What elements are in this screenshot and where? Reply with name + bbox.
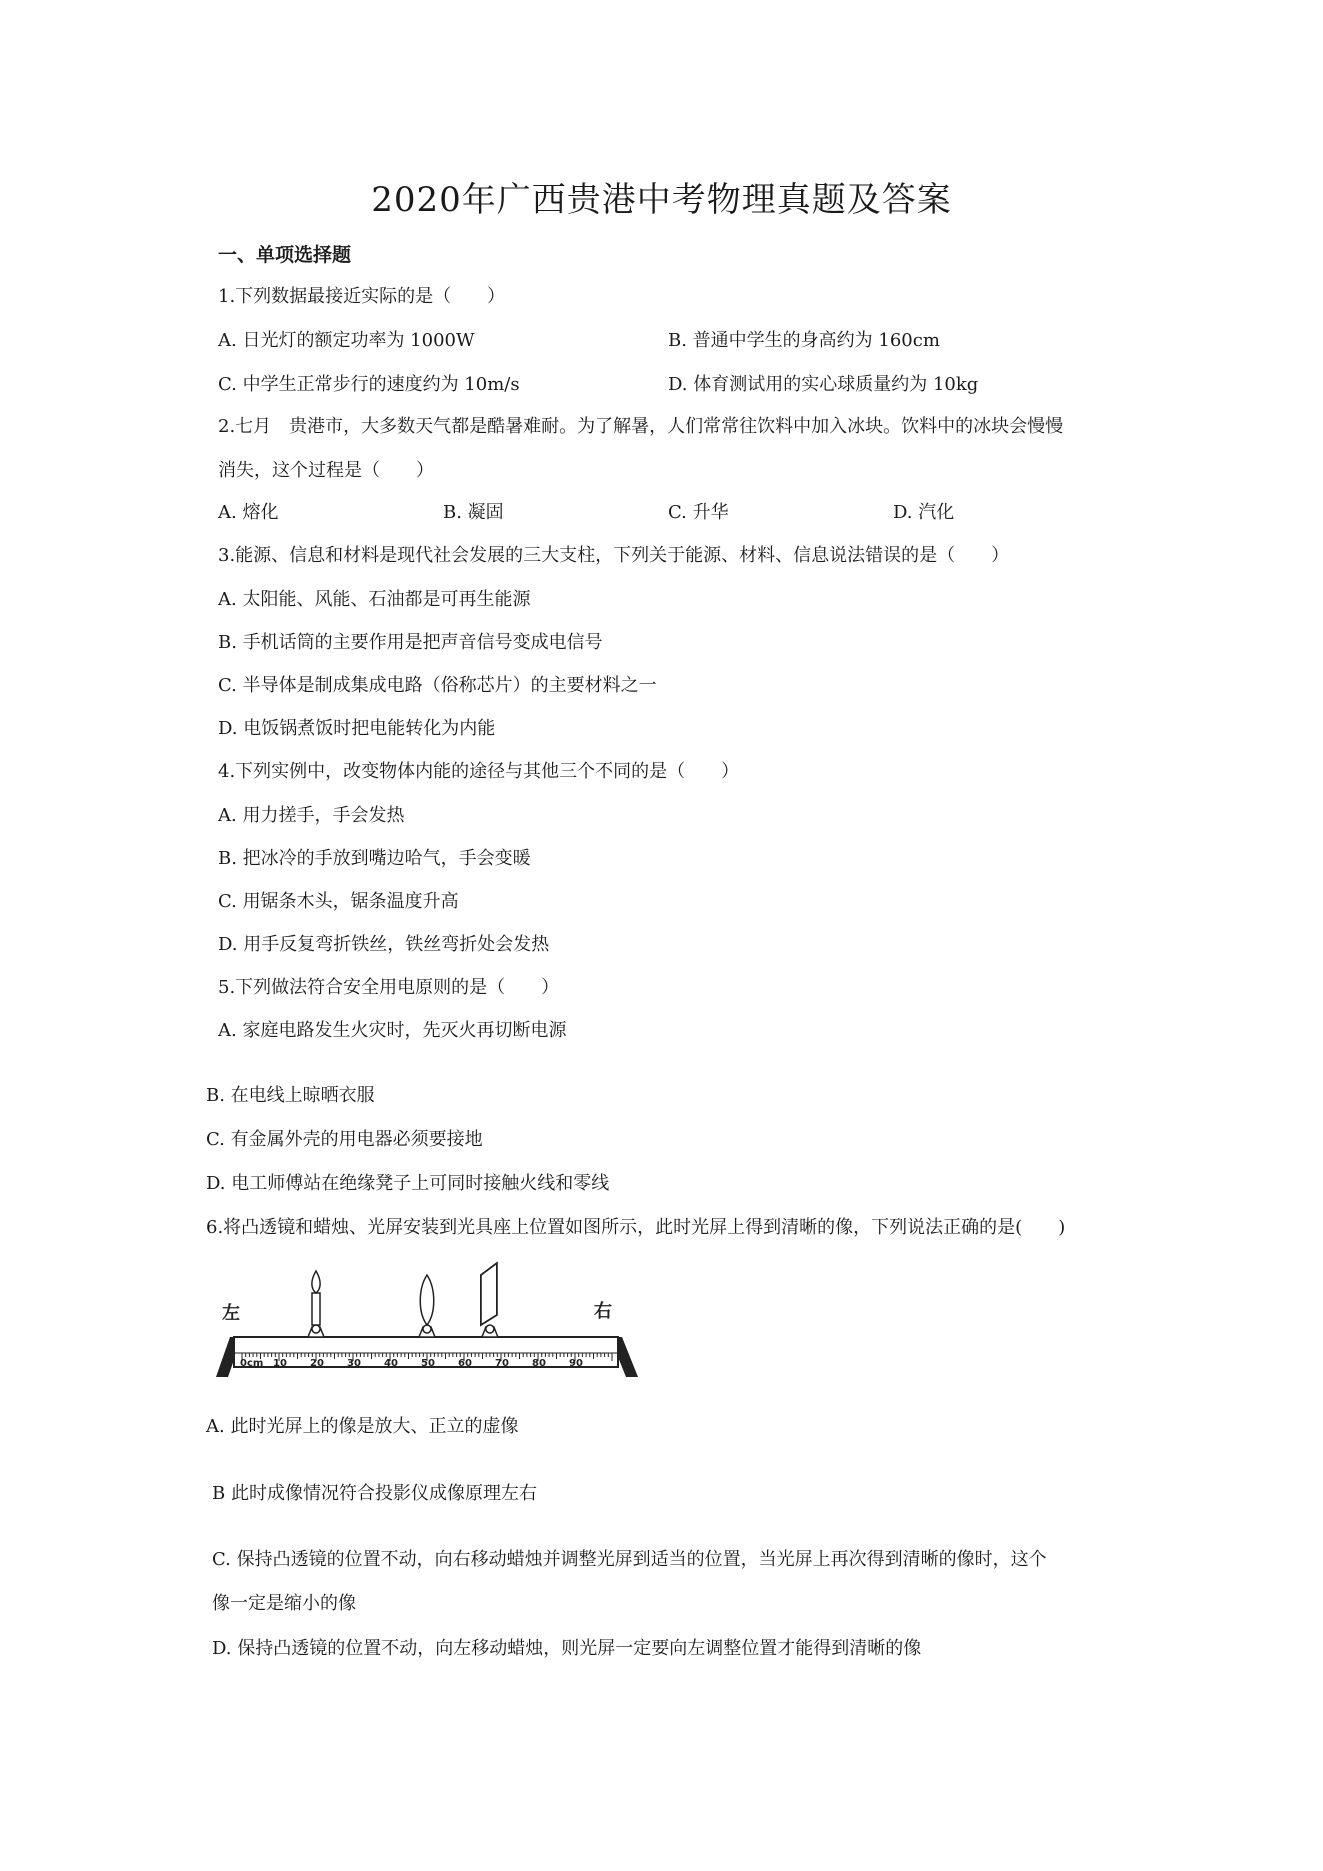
question-2-option-d: D. 汽化 [893, 502, 955, 523]
question-5-stem: 5.下列做法符合安全用电原则的是（ ） [218, 977, 560, 998]
question-6-option-a: A. 此时光屏上的像是放大、正立的虚像 [206, 1416, 519, 1437]
section-heading-single-choice: 一、单项选择题 [218, 244, 352, 266]
ruler-tick-label: 50 [421, 1358, 435, 1369]
question-1-option-d: D. 体育测试用的实心球质量约为 10kg [668, 374, 979, 395]
question-2-stem-line1: 2.七月 贵港市，大多数天气都是酷暑难耐。为了解暑，人们常常往饮料中加入冰块。饮料中的冰块会慢慢 [218, 416, 1064, 437]
ruler-tick-label: 20 [310, 1358, 324, 1369]
question-5-option-c: C. 有金属外壳的用电器必须要接地 [206, 1129, 483, 1150]
question-2-option-a: A. 熔化 [218, 502, 279, 523]
question-3-stem: 3.能源、信息和材料是现代社会发展的三大支柱，下列关于能源、材料、信息说法错误的是（ ） [218, 545, 1010, 566]
ruler-tick-label: 80 [532, 1358, 546, 1369]
lens-shape [420, 1275, 434, 1325]
ruler-tick-label: 90 [569, 1358, 583, 1369]
question-6-option-c-line2: 像一定是缩小的像 [212, 1593, 356, 1614]
question-3-option-b: B. 手机话筒的主要作用是把声音信号变成电信号 [218, 632, 603, 653]
question-3-option-d: D. 电饭锅煮饭时把电能转化为内能 [218, 718, 496, 739]
question-5-option-d: D. 电工师傅站在绝缘凳子上可同时接触火线和零线 [206, 1173, 610, 1194]
question-1-option-c: C. 中学生正常步行的速度约为 10m/s [218, 374, 520, 395]
question-4-option-a: A. 用力搓手，手会发热 [218, 805, 405, 826]
figure-right-label: 右 [594, 1301, 612, 1322]
question-4-option-c: C. 用锯条木头，锯条温度升高 [218, 891, 459, 912]
ruler-tick-label: 10 [273, 1358, 287, 1369]
question-1-option-b: B. 普通中学生的身高约为 160cm [668, 330, 940, 351]
ruler-tick-label: 40 [384, 1358, 398, 1369]
question-3-option-c: C. 半导体是制成集成电路（俗称芯片）的主要材料之一 [218, 675, 657, 696]
candle-flame [312, 1271, 320, 1293]
question-5-option-a: A. 家庭电路发生火灾时，先灭火再切断电源 [218, 1020, 567, 1041]
optical-bench-figure [212, 1255, 644, 1391]
question-4-option-b: B. 把冰冷的手放到嘴边哈气，手会变暖 [218, 848, 531, 869]
question-6-option-b: B 此时成像情况符合投影仪成像原理左右 [212, 1483, 537, 1504]
question-4-option-d: D. 用手反复弯折铁丝，铁丝弯折处会发热 [218, 934, 550, 955]
question-1-stem: 1.下列数据最接近实际的是（ ） [218, 286, 506, 307]
screen-panel [481, 1263, 497, 1325]
question-1-option-a: A. 日光灯的额定功率为 1000W [218, 330, 475, 351]
candle-body [312, 1293, 320, 1325]
convex-lens [419, 1275, 435, 1337]
question-3-option-a: A. 太阳能、风能、石油都是可再生能源 [218, 589, 531, 610]
question-2-option-c: C. 升华 [668, 502, 729, 523]
question-6-option-c-line1: C. 保持凸透镜的位置不动，向右移动蜡烛并调整光屏到适当的位置，当光屏上再次得到清晰的像时，这个 [212, 1549, 1047, 1570]
question-2-option-b: B. 凝固 [443, 502, 504, 523]
ruler-tick-label: 60 [458, 1358, 472, 1369]
question-2-stem-line2: 消失，这个过程是（ ） [218, 460, 434, 481]
question-6-stem: 6.将凸透镜和蜡烛、光屏安装到光具座上位置如图所示，此时光屏上得到清晰的像，下列说法正确的是( ) [206, 1217, 1066, 1238]
ruler-tick-label: 30 [347, 1358, 361, 1369]
light-screen [481, 1263, 498, 1337]
candle [308, 1271, 324, 1337]
page-title: 2020年广西贵港中考物理真题及答案 [371, 180, 952, 220]
figure-left-label: 左 [222, 1303, 240, 1324]
ruler-tick-label: 70 [495, 1358, 509, 1369]
ruler-tick-label: 0cm [240, 1358, 264, 1369]
question-4-stem: 4.下列实例中，改变物体内能的途径与其他三个不同的是（ ） [218, 761, 740, 782]
device-holder-knob [312, 1325, 320, 1333]
question-5-option-b: B. 在电线上晾晒衣服 [206, 1085, 375, 1106]
device-holder-knob [486, 1325, 494, 1333]
question-6-option-d: D. 保持凸透镜的位置不动，向左移动蜡烛，则光屏一定要向左调整位置才能得到清晰的像 [212, 1638, 922, 1659]
